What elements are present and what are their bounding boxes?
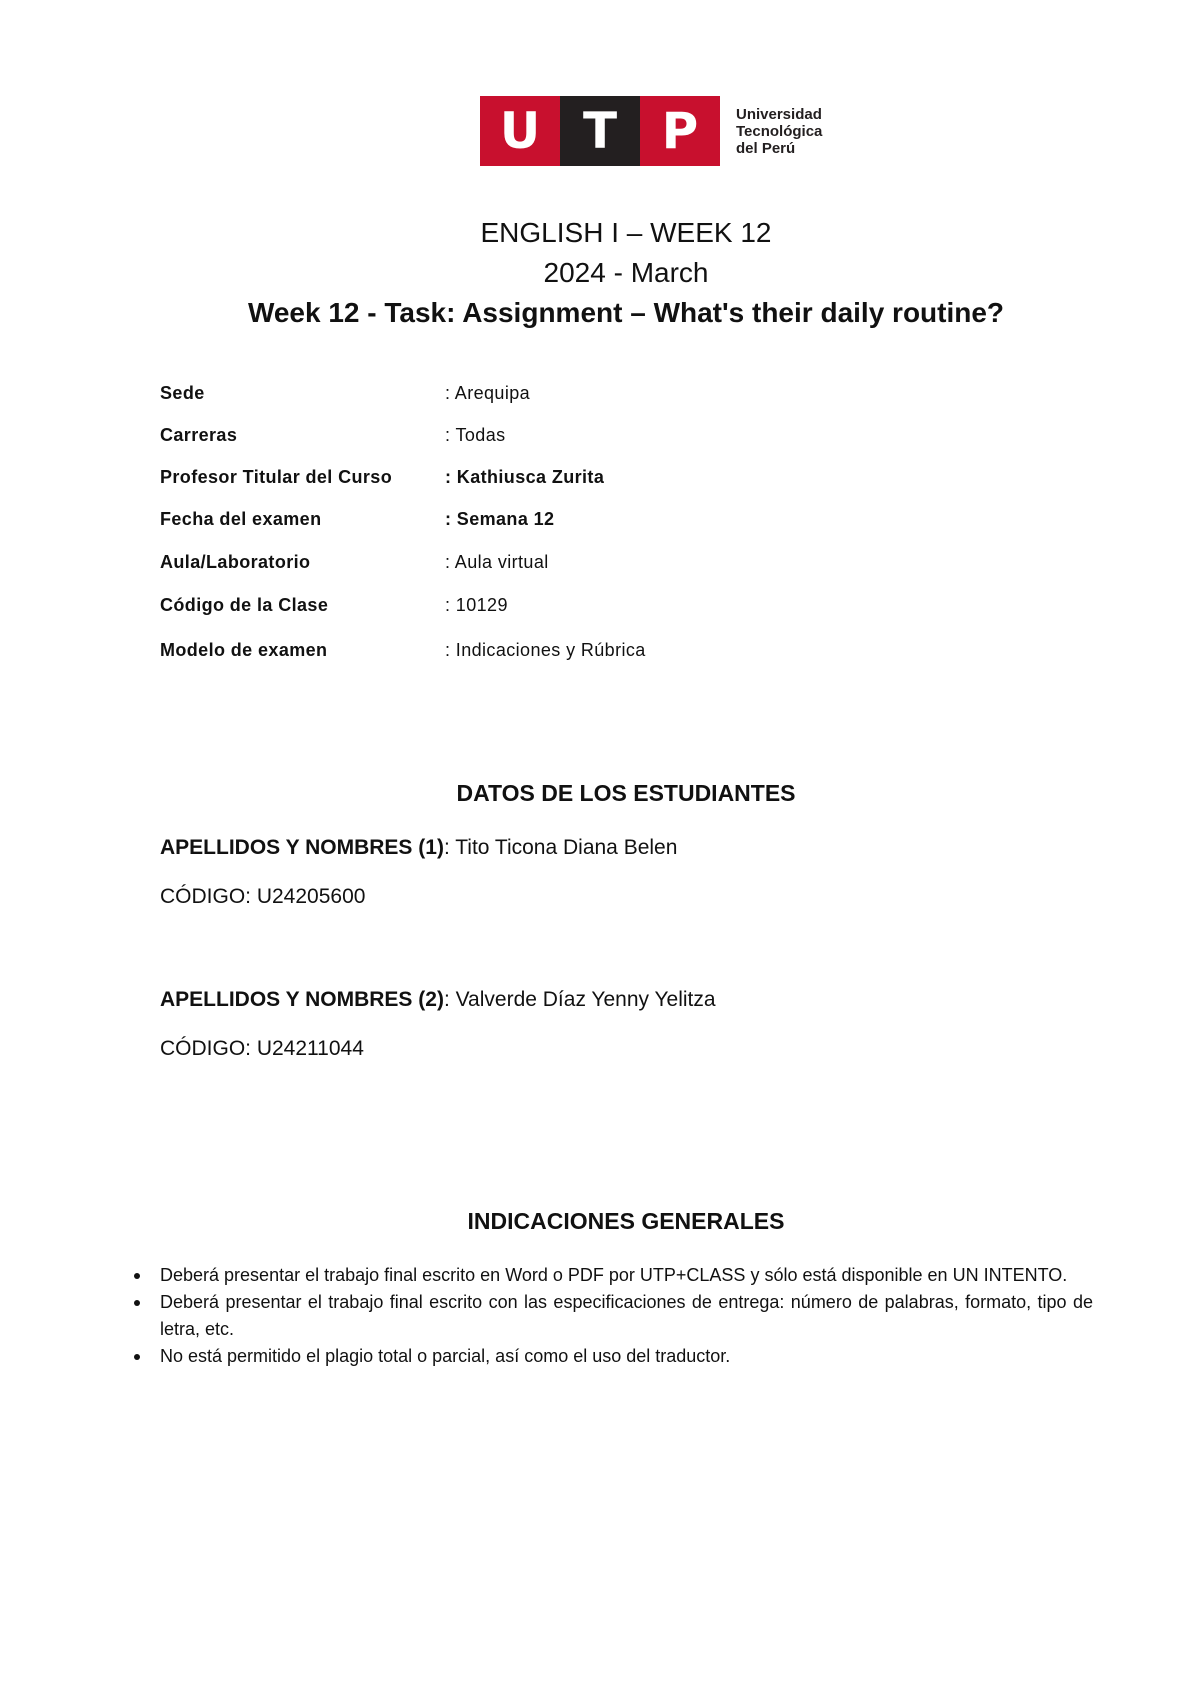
info-value: : Arequipa [445,383,531,403]
info-value: : Kathiusca Zurita [445,467,605,487]
info-value: : Semana 12 [445,509,555,529]
bullet-icon [134,1300,140,1306]
info-label: Profesor Titular del Curso [160,467,393,487]
list-item [128,1343,1093,1370]
student-1-code: CÓDIGO: U24205600 [160,885,366,908]
student-name-value: : Tito Ticona Diana Belen [443,836,678,859]
student-2-code: CÓDIGO: U24211044 [160,1037,364,1060]
utp-logo [480,96,822,166]
bullet-icon [134,1354,140,1360]
info-label: Código de la Clase [160,595,329,615]
student-1-name [160,836,677,860]
info-label: Sede [160,383,205,403]
student-name-label: APELLIDOS Y NOMBRES (2) [160,988,444,1011]
term-title: 2024 - March [543,257,709,288]
logo-letter-p: P [661,102,699,160]
info-value: : Aula virtual [445,552,549,572]
student-2-name [160,988,716,1012]
info-value: : Todas [445,425,506,445]
utp-logo-block [480,96,720,166]
list-item [128,1262,1093,1289]
info-value: : Indicaciones y Rúbrica [445,640,646,660]
info-label: Fecha del examen [160,509,322,529]
general-indications-list [128,1262,1093,1370]
list-item-text: Deberá presentar el trabajo final escrito con las especificaciones de entrega: número de palabras, formato, tipo de letra, etc. [160,1292,1093,1339]
list-item-text: No está permitido el plagio total o parcial, así como el uso del traductor. [160,1346,731,1366]
course-title: ENGLISH I – WEEK 12 [480,217,772,248]
logo-line-1: Universidad [736,105,822,123]
bullet-icon [134,1273,140,1279]
info-label: Aula/Laboratorio [160,552,311,572]
info-value: : 10129 [445,595,508,615]
logo-wordmark [736,106,822,157]
logo-letter-t: T [560,96,640,166]
info-label: Carreras [160,425,238,445]
student-name-label: APELLIDOS Y NOMBRES (1) [160,836,444,859]
list-item-text: Deberá presentar el trabajo final escrito en Word o PDF por UTP+CLASS y sólo está disponible en UN INTENTO. [160,1265,1068,1285]
logo-line-2: Tecnológica [736,122,823,140]
student-name-value: : Valverde Díaz Yenny Yelitza [443,988,716,1011]
logo-line-3: del Perú [736,139,796,157]
info-label: Modelo de examen [160,640,328,660]
general-section-title: INDICACIONES GENERALES [467,1208,785,1234]
students-section-title: DATOS DE LOS ESTUDIANTES [456,780,796,806]
logo-letter-u: U [499,102,541,160]
task-title: Week 12 - Task: Assignment – What's their daily routine? [247,297,1005,328]
list-item [128,1289,1093,1343]
